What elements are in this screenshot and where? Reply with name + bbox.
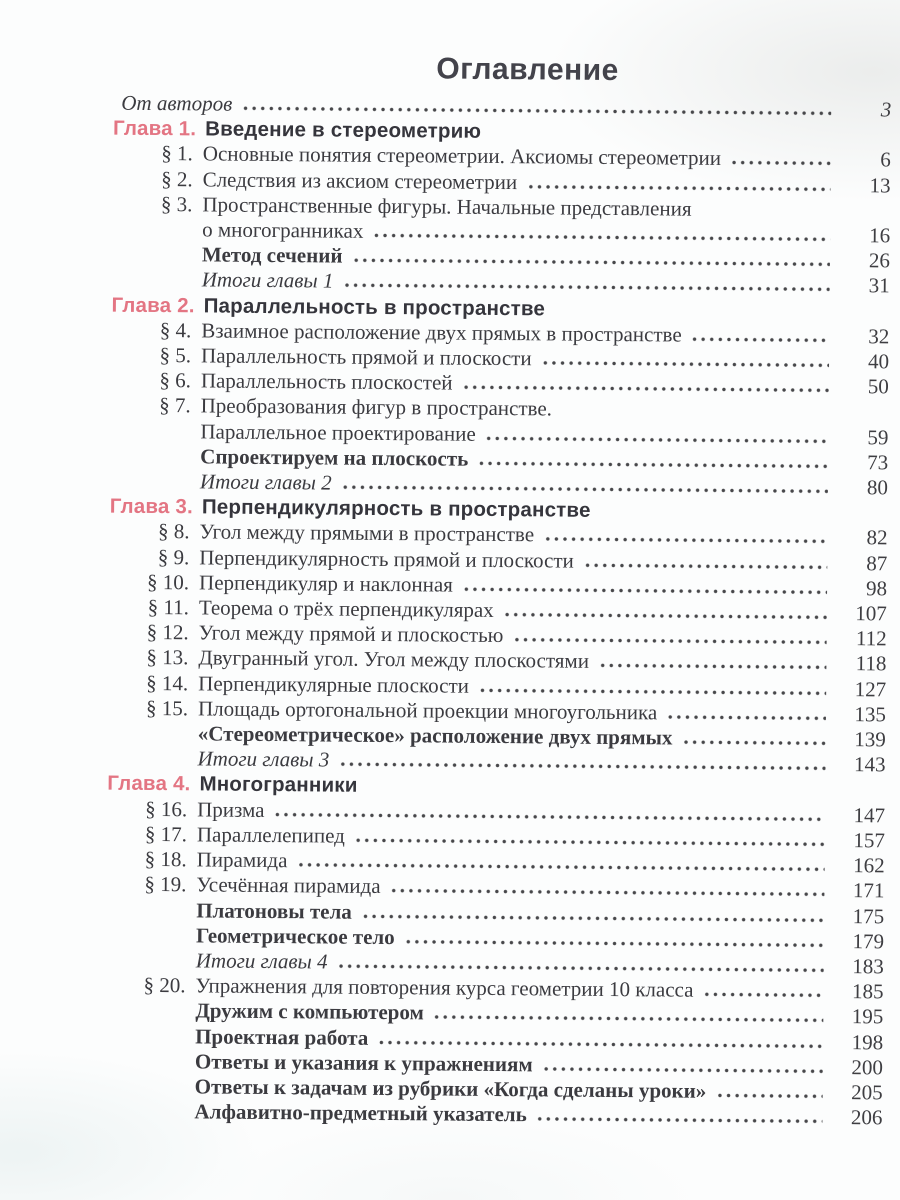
page-number: 59 — [867, 424, 889, 450]
entry-title: Теорема о трёх перпендикулярах — [198, 595, 494, 623]
page-number: 26 — [868, 248, 891, 273]
page-number: 198 — [851, 1029, 884, 1054]
entry-title: Пирамида — [196, 847, 288, 873]
section-label: § 4. — [159, 317, 192, 343]
dot-leader — [404, 939, 824, 948]
entry-title: Взаимное расположение двух прямых в пространстве — [201, 318, 682, 347]
section-label: § 18. — [144, 847, 187, 872]
entry-title: Перпендикуляр и наклонная — [199, 570, 453, 597]
section-label: § 1. — [161, 141, 193, 166]
entry-title: Спроектируем на плоскость — [200, 444, 469, 471]
page-number: 98 — [865, 576, 888, 601]
dot-leader — [503, 612, 827, 620]
dot-leader — [583, 562, 827, 569]
dot-leader — [536, 1116, 823, 1124]
page-number: 205 — [851, 1080, 883, 1105]
dot-leader — [390, 888, 825, 897]
page-number: 185 — [851, 979, 884, 1004]
page-number: 127 — [854, 676, 887, 702]
dot-leader — [377, 1039, 823, 1048]
entry-title: «Стереометрическое» расположение двух прямых — [197, 721, 673, 750]
page-number: 112 — [855, 626, 887, 651]
entry-title: Проектная работа — [195, 1023, 369, 1050]
section-label: § 9. — [157, 544, 190, 569]
page-number: 40 — [867, 349, 890, 374]
page-number: 162 — [853, 853, 885, 878]
section-label — [112, 286, 202, 287]
dot-leader — [433, 1015, 824, 1023]
dot-leader — [598, 663, 826, 670]
dot-leader — [361, 913, 824, 922]
entry-title: Упражнения для повторения курса геометрии 10 класса — [195, 973, 694, 1002]
section-label: § 17. — [144, 821, 188, 847]
dot-leader — [354, 838, 825, 847]
section-label: § 12. — [146, 620, 189, 645]
page-number: 50 — [867, 374, 889, 399]
entry-title: Перпендикулярные плоскости — [198, 671, 470, 698]
entry-title: Итоги главы 3 — [197, 746, 330, 772]
dot-leader — [691, 336, 830, 342]
section-label — [112, 261, 202, 262]
page-number: 183 — [852, 954, 884, 979]
entry-title: Площадь ортогональной проекции многоугольника — [197, 696, 658, 725]
entry-title: Дружим с компьютером — [195, 998, 424, 1025]
page-number: 206 — [850, 1105, 883, 1130]
chapter-label: Глава 4. — [107, 772, 191, 796]
entry-title: Платоновы тела — [196, 897, 352, 924]
section-label — [106, 916, 196, 917]
entry-title: Многогранники — [199, 772, 358, 798]
entry-title: Введение в стереометрию — [205, 117, 482, 144]
section-label — [106, 966, 196, 967]
page-number: 171 — [852, 878, 885, 903]
dot-leader — [512, 637, 826, 645]
page-title: Оглавление — [436, 52, 619, 88]
page-number: 139 — [854, 727, 886, 752]
entry-title: Геометрическое тело — [195, 923, 395, 949]
entry-title: Основные понятия стереометрии. Аксиомы стереометрии — [202, 141, 722, 171]
section-label — [108, 740, 198, 741]
section-label: § 20. — [143, 973, 186, 998]
dot-leader — [681, 740, 825, 746]
entry-title: Угол между прямой и плоскостью — [198, 620, 504, 648]
entry-title: Перпендикулярность прямой и плоскости — [199, 545, 574, 573]
entry-title: Перпендикулярность в пространстве — [201, 495, 591, 523]
entry-title: Ответы и указания к упражнениям — [194, 1049, 533, 1077]
section-label — [110, 437, 200, 438]
chapter-label: Глава 3. — [109, 494, 194, 519]
page-number: 87 — [866, 550, 888, 576]
dot-leader — [715, 1093, 822, 1099]
toc-list — [104, 91, 891, 1131]
page-number: 200 — [851, 1054, 884, 1080]
dot-leader — [273, 812, 825, 822]
dot-leader — [666, 714, 826, 720]
section-label — [105, 1042, 195, 1043]
dot-leader — [542, 1066, 823, 1073]
page-number: 73 — [867, 450, 889, 475]
dot-leader — [342, 283, 829, 292]
entry-title: Итоги главы 2 — [199, 469, 332, 495]
chapter-label: Глава 2. — [111, 293, 195, 317]
entry-title: От авторов — [121, 90, 233, 116]
entry-title: Итоги главы 1 — [201, 267, 334, 293]
section-label: § 3. — [160, 191, 193, 217]
section-label: § 13. — [146, 645, 189, 670]
dot-leader — [338, 762, 825, 771]
entry-title: Ответы к задачам из рубрики «Когда сделаны уроки» — [194, 1074, 707, 1103]
section-label — [110, 462, 200, 463]
page-number: 13 — [869, 172, 891, 198]
dot-leader — [296, 862, 824, 872]
dot-leader — [541, 360, 829, 368]
entry-title: Алфавитно-предметный указатель — [194, 1099, 527, 1127]
section-label — [106, 941, 196, 942]
page-number: 195 — [851, 1004, 884, 1029]
section-label: § 6. — [159, 368, 191, 393]
dot-leader — [462, 587, 827, 595]
page-number: 175 — [852, 903, 885, 928]
dot-leader — [730, 160, 831, 166]
dot-leader — [241, 106, 831, 116]
entry-title: Усечённая пирамида — [196, 872, 381, 899]
section-label: § 8. — [157, 519, 190, 544]
section-label — [110, 488, 200, 489]
entry-title: Итоги главы 4 — [195, 948, 328, 974]
section-label — [104, 1118, 194, 1119]
dot-leader — [351, 258, 830, 267]
dot-leader — [477, 461, 828, 469]
section-label: § 16. — [145, 796, 188, 821]
page-number: 31 — [868, 273, 890, 298]
page-number: 143 — [853, 752, 886, 777]
page-number: 135 — [854, 701, 887, 727]
section-label: § 2. — [161, 166, 193, 191]
dot-leader — [372, 233, 830, 242]
dot-leader — [543, 537, 827, 544]
dot-leader — [526, 184, 831, 192]
section-label: § 10. — [147, 569, 190, 595]
section-label: § 15. — [145, 695, 189, 721]
toc-entry — [104, 1099, 882, 1131]
section-label — [108, 765, 198, 766]
dot-leader — [462, 385, 829, 393]
dot-leader — [485, 436, 829, 444]
dot-leader — [336, 964, 823, 973]
dot-leader — [702, 992, 823, 998]
section-label: § 5. — [159, 343, 192, 368]
dot-leader — [478, 687, 826, 695]
page-number: 80 — [866, 475, 889, 500]
section-label: § 19. — [144, 872, 187, 897]
page-number: 107 — [855, 601, 887, 626]
entry-title: Двугранный угол. Угол между плоскостями — [198, 645, 590, 674]
chapter-label: Глава 1. — [112, 116, 197, 141]
section-label: § 7. — [159, 393, 191, 418]
page-number: 82 — [866, 525, 888, 550]
entry-title: Пространственные фигуры. Начальные представления — [202, 192, 692, 221]
entry-title: о многогранниках — [202, 217, 364, 243]
section-label: § 11. — [147, 595, 190, 620]
entry-title: Параллелепипед — [196, 822, 346, 848]
section-label — [112, 236, 202, 237]
page-number: 179 — [852, 928, 885, 954]
page-number: 6 — [880, 147, 891, 172]
page-number: 16 — [869, 223, 891, 248]
section-label — [105, 1067, 195, 1068]
entry-title: Метод сечений — [201, 242, 343, 268]
page-number: 147 — [853, 802, 886, 828]
entry-title: Угол между прямыми в пространстве — [199, 519, 535, 547]
dot-leader — [341, 485, 828, 494]
entry-title: Призма — [197, 797, 265, 822]
section-label — [105, 1017, 195, 1018]
page-number: 32 — [868, 324, 890, 349]
section-label: § 14. — [146, 670, 189, 695]
entry-title: Параллельность в пространстве — [203, 294, 546, 321]
entry-title: Преобразования фигур в пространстве. — [200, 393, 553, 421]
entry-title: Параллельность прямой и плоскости — [200, 343, 532, 371]
page-number: 3 — [880, 97, 892, 122]
page-number: 118 — [855, 651, 887, 676]
entry-title: Параллельность плоскостей — [200, 368, 453, 395]
section-label — [105, 1093, 195, 1094]
page-number: 157 — [853, 827, 885, 853]
entry-title: Следствия из аксиом стереометрии — [202, 167, 518, 194]
entry-title: Параллельное проектирование — [200, 419, 476, 446]
toc-content — [104, 49, 891, 1131]
